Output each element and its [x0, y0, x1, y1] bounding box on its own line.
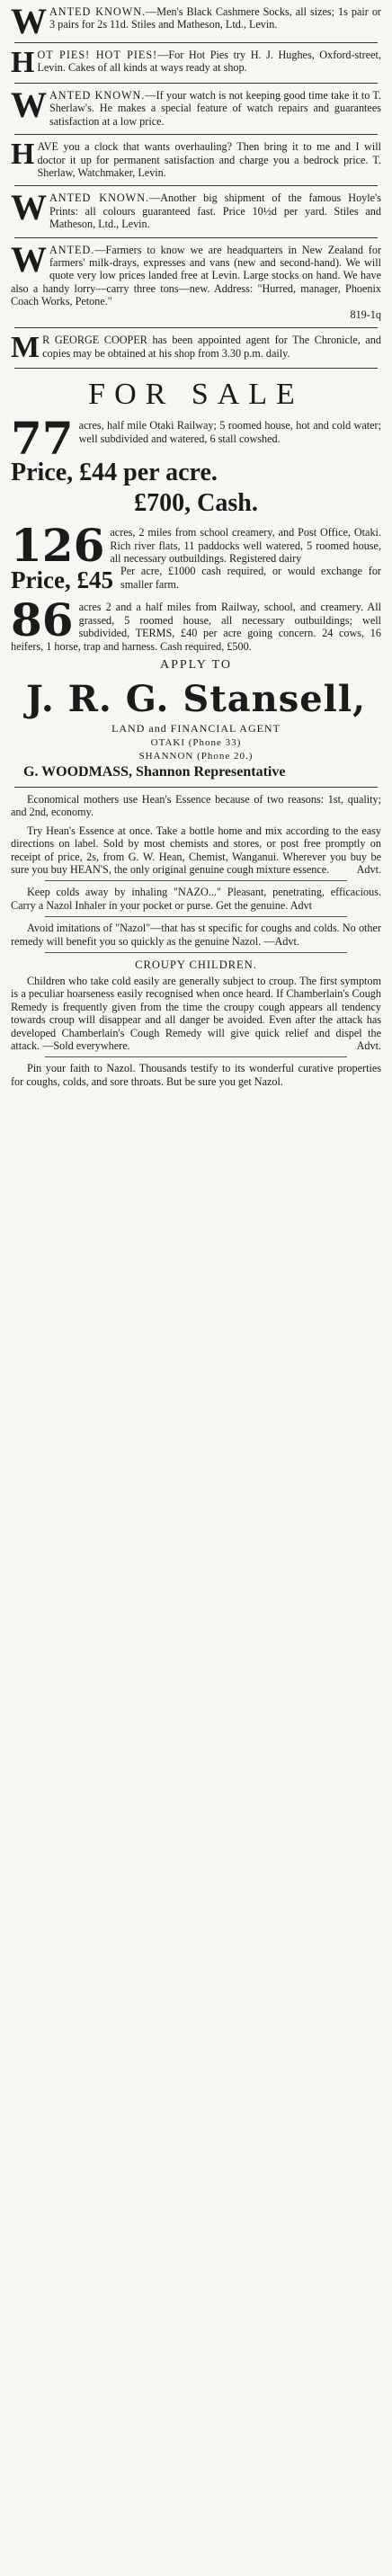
lot-terms: Per acre, £1000 cash required, or would exchange for smaller farm.: [120, 565, 381, 591]
ad-lead: ANTED.: [49, 243, 95, 256]
notice-nazol-3: [11, 1062, 381, 1088]
ad-socks: [11, 1, 381, 41]
divider: [45, 1056, 347, 1057]
drop-cap: H: [11, 46, 35, 79]
sale-lot-77: [11, 412, 381, 519]
notice-text: Economical mothers use Hean's Essence because of two reasons: 1st, quality; and 2nd, economy.: [11, 792, 381, 819]
lot-text: acres, 2 miles from school creamery, and Post Office, Otaki. Rich river flats, 11 paddocks well watered, 5 roomed house, all necessary outbuildings. Registered dairy: [110, 526, 381, 565]
drop-cap: W: [11, 187, 47, 228]
lot-price: Price, £44 per acre.: [11, 459, 218, 487]
divider: [45, 916, 347, 917]
ad-lead: ANTED KNOWN.: [49, 5, 147, 18]
ad-text: —Another big shipment of the famous Hoyle's Prints: all colours guaranteed fast. Price 10½d per yard. Stiles and Matheson, Ltd., Levin.: [49, 192, 381, 231]
notice-text: Keep colds away by inhaling "NAZO..." Pleasant, penetrating, efficacious. Carry a Nazol Inhaler in your pocket or purse. Get the genuine.: [11, 886, 381, 912]
ad-george-cooper: [11, 331, 381, 365]
agent-title: LAND and FINANCIAL AGENT: [111, 721, 281, 735]
sale-lot-86: [11, 593, 381, 653]
sale-lot-126: [11, 519, 381, 594]
newspaper-column: [9, 0, 383, 1088]
ad-text: —For Hot Pies try H. J. Hughes, Oxford-street, Levin. Cakes of all kinds at ways ready at shop.: [37, 49, 381, 75]
divider: [14, 185, 378, 186]
divider: [14, 368, 378, 369]
divider: [14, 787, 378, 788]
drop-cap: W: [11, 85, 47, 125]
ad-text: R GEORGE COOPER has been appointed agent for The Chronicle, and copies may be obtained at his shop from 3.30 p.m. daily.: [42, 334, 381, 360]
divider: [14, 327, 378, 328]
croup-heading: CROUPY CHILDREN.: [135, 958, 257, 971]
for-sale-title: FOR SALE: [88, 378, 304, 412]
divider: [45, 880, 347, 881]
phone-otaki: OTAKI (Phone 33): [150, 736, 242, 748]
notice-text: Try Hean's Essence at once. Take a bottle home and mix according to the easy directions on label. Sold by most chemists and stores, or post free promptly on receipt of price, 2s, from G. W. Hean, Chemist, Wanganui. Wherever you buy be sure you buy HEAN'S, the only original genuine cough mixture essence.: [11, 824, 381, 876]
advt-tag: Advt: [290, 898, 313, 912]
ad-farmers: [11, 238, 381, 321]
ad-hot-pies: [11, 46, 381, 79]
divider: [14, 42, 378, 43]
notice-hean-2: [11, 824, 381, 877]
notice-nazo-2: [11, 922, 381, 948]
ad-prints: [11, 187, 381, 231]
ad-clock: [11, 140, 381, 179]
advt-tag: Advt.: [356, 862, 381, 876]
ad-lead: ANTED KNOWN.: [49, 89, 146, 102]
drop-cap: M: [11, 331, 40, 365]
divider: [14, 83, 378, 84]
ad-watch-repairs: [11, 85, 381, 128]
notice-text: Children who take cold easily are generally subject to croup. The first symptom is a peculiar hoarseness easily recognised when once heard. If Chamberlain's Cough Remedy is frequently given from the time the croupy cough appears all tendency towards croup will disappear and all danger be avoided. Even after the attack has developed Chamberlain's Cough Remedy will give quick relief and dispel the attack. —Sold everywhere.: [11, 975, 381, 1053]
shannon-representative: G. WOODMASS, Shannon Representative: [23, 763, 286, 780]
advt-tag: —Advt.: [263, 934, 299, 948]
phone-shannon: SHANNON (Phone 20.): [138, 750, 254, 762]
lot-acres: 86: [11, 593, 74, 647]
ad-ref: 819-1q: [350, 308, 381, 321]
drop-cap: H: [11, 138, 35, 172]
apply-to: APPLY TO: [159, 657, 233, 672]
notice-croup: [11, 975, 381, 1052]
ad-text: —Farmers to know we are headquarters in New Zealand for farmers' milk-drays, expresses and vans (new and second-hand). We will quote very low prices landed free at Levin. Large stocks on hand. We have also a handy lorry—carry three tons—new. Address: "Hurred, manager, Phoenix Coach Works, Petone.": [11, 243, 381, 308]
drop-cap: W: [11, 1, 47, 41]
lot-price: Price, £45: [11, 566, 113, 594]
notice-nazo-1: [11, 886, 381, 912]
agent-name: J. R. G. Stansell,: [26, 677, 366, 720]
ad-text: —If your watch is not keeping good time take it to T. Sherlaw's. He makes a special feature of watch repairs and guarantees satisfaction at a low price.: [49, 89, 381, 128]
lot-acres: 77: [11, 412, 74, 466]
ad-lead: OT PIES! HOT PIES!: [37, 49, 158, 61]
notice-hean-1: [11, 793, 381, 819]
advt-tag: Advt.: [356, 1039, 381, 1053]
divider: [45, 952, 347, 953]
lot-text: acres, half mile Otaki Railway; 5 roomed house, hot and cold water; well subdivided and watered, 6 stall cowshed.: [78, 419, 381, 445]
divider: [14, 237, 378, 238]
divider: [14, 134, 378, 135]
ad-text: AVE you a clock that wants overhauling? Then bring it to me and I will doctor it up for permanent satisfaction and charge you a bedrock price. T. Sherlaw, Watchmaker, Levin.: [37, 140, 381, 180]
notice-text: Avoid imitations of "Nazol"—that has st specific for coughs and colds. No other remedy will benefit you so quickly as the genuine Nazol.: [11, 922, 381, 948]
ad-lead: ANTED KNOWN.: [49, 192, 150, 205]
lot-cash: £700, Cash.: [134, 489, 258, 518]
lot-text: acres 2 and a half miles from Railway, school, and creamery. All grassed, 5 roomed house, all necessary outbuildings; well subdivided, TERMS, £40 per acre going concern. 24 cows, 16 heifers, 1 horse, trap and harness. Cash required, £500.: [11, 601, 381, 653]
lot-acres: 126: [11, 519, 105, 573]
drop-cap: W: [11, 238, 47, 280]
ad-text: —Men's Black Cashmere Socks, all sizes; 1s pair or 3 pairs for 2s 11d. Stiles and Matheson, Ltd., Levin.: [49, 5, 381, 31]
notice-text: Pin your faith to Nazol. Thousands testify to its wonderful curative properties for coughs, colds, and sore throats. But be sure you get Nazol.: [11, 1062, 381, 1088]
